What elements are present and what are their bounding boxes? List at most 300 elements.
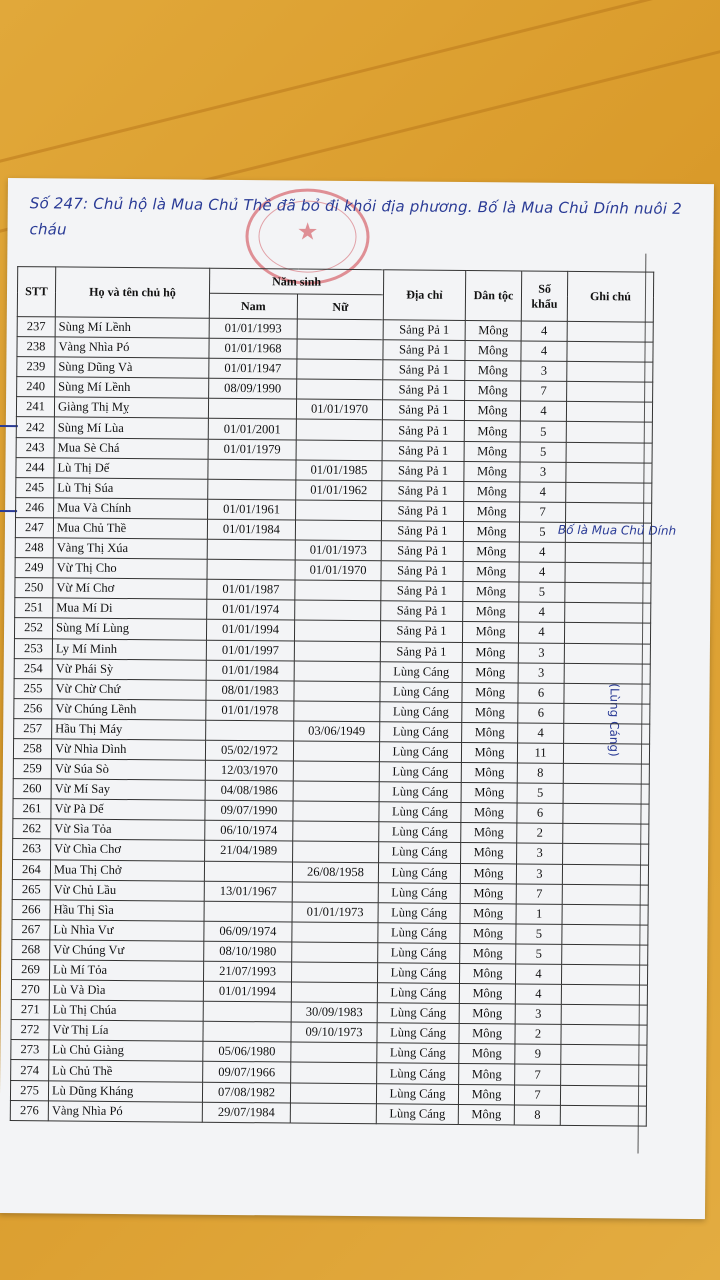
row-stt: 265 bbox=[12, 879, 50, 899]
row-name: Lù Mí Tỏa bbox=[50, 960, 204, 981]
row-birth-male bbox=[208, 459, 296, 480]
row-name: Mua Và Chính bbox=[54, 498, 208, 519]
row-stt: 271 bbox=[11, 1000, 49, 1020]
row-note bbox=[566, 462, 652, 483]
row-address: Lùng Cáng bbox=[379, 782, 461, 803]
row-address: Sảng Pả 1 bbox=[382, 501, 464, 522]
row-name: Mua Thị Chở bbox=[50, 859, 204, 880]
row-birth-male: 08/01/1983 bbox=[206, 680, 294, 701]
row-members: 3 bbox=[520, 462, 566, 482]
row-stt: 262 bbox=[13, 819, 51, 839]
row-note bbox=[563, 743, 649, 764]
row-members: 4 bbox=[518, 723, 564, 743]
row-birth-male: 05/02/1972 bbox=[205, 740, 293, 761]
row-name: Lù Nhìa Vư bbox=[50, 920, 204, 941]
row-address: Lùng Cáng bbox=[376, 1083, 458, 1104]
row-ethnic: Mông bbox=[464, 441, 520, 462]
row-stt: 273 bbox=[11, 1040, 49, 1060]
row-note bbox=[561, 1065, 647, 1086]
row-stt: 241 bbox=[16, 397, 54, 417]
row-note bbox=[561, 964, 647, 985]
row-members: 4 bbox=[520, 401, 566, 421]
row-ethnic: Mông bbox=[463, 582, 519, 603]
row-members: 8 bbox=[517, 763, 563, 783]
row-birth-male: 04/08/1986 bbox=[205, 780, 293, 801]
row-birth-female bbox=[294, 661, 380, 682]
row-members: 7 bbox=[514, 1085, 560, 1105]
row-ethnic: Mông bbox=[459, 1004, 515, 1025]
row-birth-male: 01/01/1994 bbox=[206, 620, 294, 641]
row-members: 4 bbox=[521, 341, 567, 361]
row-address: Lùng Cáng bbox=[377, 1003, 459, 1024]
row-members: 4 bbox=[515, 984, 561, 1004]
row-address: Sảng Pả 1 bbox=[382, 481, 464, 502]
row-birth-female bbox=[296, 440, 382, 461]
row-address: Lùng Cáng bbox=[378, 882, 460, 903]
row-note bbox=[563, 844, 649, 865]
row-address: Sảng Pả 1 bbox=[381, 521, 463, 542]
row-stt: 256 bbox=[14, 698, 52, 718]
row-stt: 238 bbox=[17, 337, 55, 357]
header-address: Địa chỉ bbox=[383, 270, 465, 321]
row-name: Vừ Chừ Chứ bbox=[52, 679, 206, 700]
row-members: 9 bbox=[515, 1044, 561, 1064]
row-members: 5 bbox=[519, 522, 565, 542]
row-birth-female bbox=[297, 339, 383, 360]
row-ethnic: Mông bbox=[463, 562, 519, 583]
row-birth-female bbox=[290, 1103, 376, 1124]
row-name: Vừ Chìa Chơ bbox=[51, 839, 205, 860]
row-birth-female bbox=[294, 701, 380, 722]
row-members: 3 bbox=[521, 361, 567, 381]
row-name: Ly Mí Minh bbox=[52, 638, 206, 659]
row-address: Lùng Cáng bbox=[380, 722, 462, 743]
row-ethnic: Mông bbox=[459, 1064, 515, 1085]
row-ethnic: Mông bbox=[459, 984, 515, 1005]
row-birth-male: 13/01/1967 bbox=[204, 881, 292, 902]
row-ethnic: Mông bbox=[458, 1104, 514, 1125]
row-stt: 253 bbox=[14, 638, 52, 658]
row-birth-female bbox=[294, 620, 380, 641]
row-birth-male: 09/07/1966 bbox=[203, 1062, 291, 1083]
row-members: 1 bbox=[516, 904, 562, 924]
row-note bbox=[566, 482, 652, 503]
row-name: Sùng Mí Lùa bbox=[54, 417, 208, 438]
row-stt: 269 bbox=[12, 960, 50, 980]
row-name: Sùng Mí Lềnh bbox=[55, 377, 209, 398]
row-birth-male: 01/01/1968 bbox=[209, 338, 297, 359]
handwritten-note: Số 247: Chủ hộ là Mua Chủ Thề đã bỏ đi khỏi địa phương. Bố là Mua Chủ Dính nuôi 2 cháu bbox=[29, 194, 682, 239]
row-note bbox=[565, 603, 651, 624]
document-page bbox=[0, 178, 714, 1219]
row-birth-female bbox=[294, 641, 380, 662]
row-birth-female bbox=[291, 962, 377, 983]
row-birth-female: 03/06/1949 bbox=[294, 721, 380, 742]
row-stt: 249 bbox=[15, 558, 53, 578]
row-stt: 246 bbox=[16, 497, 54, 517]
row-name: Sùng Mí Lùng bbox=[52, 618, 206, 639]
row-ethnic: Mông bbox=[462, 682, 518, 703]
row-name: Vừ Pà Dế bbox=[51, 799, 205, 820]
row-members: 5 bbox=[520, 442, 566, 462]
row-birth-female bbox=[295, 600, 381, 621]
row-address: Lùng Cáng bbox=[380, 681, 462, 702]
row-note bbox=[567, 362, 653, 383]
row-ethnic: Mông bbox=[465, 381, 521, 402]
row-members: 11 bbox=[517, 743, 563, 763]
row-birth-male: 01/01/1994 bbox=[203, 981, 291, 1002]
row-stt: 247 bbox=[15, 518, 53, 538]
row-ethnic: Mông bbox=[460, 863, 516, 884]
row-ethnic: Mông bbox=[461, 843, 517, 864]
row-members: 6 bbox=[517, 803, 563, 823]
row-stt: 266 bbox=[12, 899, 50, 919]
row-ethnic: Mông bbox=[460, 943, 516, 964]
row-stt: 264 bbox=[12, 859, 50, 879]
row-ethnic: Mông bbox=[461, 742, 517, 763]
row-members: 5 bbox=[516, 944, 562, 964]
row-members: 5 bbox=[517, 783, 563, 803]
row-name: Vừ Sìa Tỏa bbox=[51, 819, 205, 840]
row-stt: 268 bbox=[12, 939, 50, 959]
row-members: 4 bbox=[516, 964, 562, 984]
row-ethnic: Mông bbox=[459, 1044, 515, 1065]
row-stt: 244 bbox=[16, 457, 54, 477]
row-birth-female bbox=[291, 1042, 377, 1063]
row-birth-male: 01/01/1979 bbox=[208, 439, 296, 460]
row-name: Vừ Chủ Lầu bbox=[50, 880, 204, 901]
row-birth-female bbox=[293, 841, 379, 862]
row-note bbox=[562, 924, 648, 945]
row-stt: 270 bbox=[11, 980, 49, 1000]
row-members: 2 bbox=[515, 1024, 561, 1044]
row-address: Sảng Pả 1 bbox=[382, 400, 464, 421]
row-note bbox=[565, 542, 651, 563]
row-birth-female bbox=[290, 1083, 376, 1104]
row-name: Vừ Chúng Vư bbox=[50, 940, 204, 961]
row-stt: 267 bbox=[12, 919, 50, 939]
row-birth-female bbox=[292, 942, 378, 963]
row-note bbox=[563, 804, 649, 825]
row-stt: 245 bbox=[16, 477, 54, 497]
row-address: Lùng Cáng bbox=[378, 963, 460, 984]
row-members: 7 bbox=[515, 1064, 561, 1084]
row-birth-male: 01/01/1974 bbox=[207, 600, 295, 621]
row-ethnic: Mông bbox=[462, 622, 518, 643]
row-note bbox=[564, 663, 650, 684]
row-name: Lù Chủ Thề bbox=[49, 1060, 203, 1081]
row-birth-female: 01/01/1985 bbox=[296, 460, 382, 481]
row-note bbox=[564, 703, 650, 724]
row-stt: 276 bbox=[10, 1100, 48, 1120]
row-name: Sùng Mí Lềnh bbox=[55, 317, 209, 338]
row-ethnic: Mông bbox=[464, 401, 520, 422]
row-ethnic: Mông bbox=[464, 461, 520, 482]
row-birth-female bbox=[294, 681, 380, 702]
row-ethnic: Mông bbox=[465, 361, 521, 382]
row-ethnic: Mông bbox=[461, 823, 517, 844]
header-birth-year: Năm sinh bbox=[210, 268, 384, 295]
row-birth-female bbox=[292, 922, 378, 943]
row-birth-male: 06/10/1974 bbox=[205, 821, 293, 842]
row-note bbox=[566, 502, 652, 523]
row-birth-female bbox=[296, 500, 382, 521]
row-note bbox=[564, 723, 650, 744]
row-note bbox=[563, 763, 649, 784]
row-birth-female: 01/01/1962 bbox=[296, 480, 382, 501]
header-members: Số khẩu bbox=[521, 271, 567, 321]
row-birth-female bbox=[293, 801, 379, 822]
row-address: Lùng Cáng bbox=[377, 1063, 459, 1084]
row-ethnic: Mông bbox=[462, 662, 518, 683]
row-note bbox=[561, 1005, 647, 1026]
row-note bbox=[560, 1105, 646, 1126]
row-name: Vừ Thị Lía bbox=[49, 1020, 203, 1041]
row-ethnic: Mông bbox=[460, 963, 516, 984]
row-ethnic: Mông bbox=[465, 320, 521, 341]
row-address: Lùng Cáng bbox=[378, 923, 460, 944]
table-body bbox=[10, 317, 653, 1126]
row-note bbox=[563, 784, 649, 805]
header-name: Họ và tên chủ hộ bbox=[55, 267, 209, 318]
row-note bbox=[561, 984, 647, 1005]
row-address: Sảng Pả 1 bbox=[381, 541, 463, 562]
row-address: Lùng Cáng bbox=[379, 742, 461, 763]
row-stt: 257 bbox=[14, 718, 52, 738]
row-stt: 243 bbox=[16, 437, 54, 457]
row-name: Mua Mí Di bbox=[53, 598, 207, 619]
row-address: Sảng Pả 1 bbox=[381, 601, 463, 622]
row-ethnic: Mông bbox=[464, 501, 520, 522]
row-birth-male: 08/09/1990 bbox=[209, 379, 297, 400]
row-birth-male: 21/04/1989 bbox=[205, 841, 293, 862]
row-stt: 272 bbox=[11, 1020, 49, 1040]
row-birth-female: 01/01/1973 bbox=[292, 902, 378, 923]
row-members: 4 bbox=[519, 542, 565, 562]
row-stt: 263 bbox=[13, 839, 51, 859]
row-name: Vừ Chúng Lềnh bbox=[52, 699, 206, 720]
row-note bbox=[567, 341, 653, 362]
row-name: Giàng Thị Mỵ bbox=[54, 397, 208, 418]
row-stt: 252 bbox=[14, 618, 52, 638]
row-ethnic: Mông bbox=[462, 702, 518, 723]
row-note bbox=[567, 321, 653, 342]
row-stt: 255 bbox=[14, 678, 52, 698]
row-note bbox=[564, 683, 650, 704]
row-birth-female bbox=[291, 1062, 377, 1083]
row-birth-male bbox=[204, 861, 292, 882]
row-ethnic: Mông bbox=[462, 642, 518, 663]
row-members: 7 bbox=[516, 884, 562, 904]
row-birth-male: 01/01/1993 bbox=[209, 318, 297, 339]
row-note bbox=[564, 623, 650, 644]
row-note bbox=[562, 884, 648, 905]
row-birth-female: 09/10/1973 bbox=[291, 1022, 377, 1043]
row-birth-female: 01/01/1973 bbox=[295, 540, 381, 561]
row-name: Vừ Thị Cho bbox=[53, 558, 207, 579]
row-members: 5 bbox=[520, 421, 566, 441]
row-stt: 239 bbox=[17, 357, 55, 377]
row-birth-female: 26/08/1958 bbox=[292, 862, 378, 883]
row-birth-female bbox=[293, 761, 379, 782]
row-birth-male bbox=[204, 901, 292, 922]
row-ethnic: Mông bbox=[461, 783, 517, 804]
row-birth-male: 08/10/1980 bbox=[204, 941, 292, 962]
row-note bbox=[562, 904, 648, 925]
row-birth-female bbox=[292, 882, 378, 903]
row-note bbox=[562, 864, 648, 885]
row-birth-male: 01/01/1984 bbox=[207, 519, 295, 540]
row-birth-male: 01/01/2001 bbox=[208, 419, 296, 440]
row-note bbox=[566, 422, 652, 443]
table-row bbox=[10, 1100, 646, 1126]
row-birth-male bbox=[208, 399, 296, 420]
row-note bbox=[562, 944, 648, 965]
row-birth-female: 30/09/1983 bbox=[291, 1002, 377, 1023]
row-ethnic: Mông bbox=[461, 763, 517, 784]
row-address: Sảng Pả 1 bbox=[383, 360, 465, 381]
row-stt: 251 bbox=[15, 598, 53, 618]
row-address: Lùng Cáng bbox=[378, 943, 460, 964]
row-members: 5 bbox=[519, 582, 565, 602]
row-birth-male: 01/01/1984 bbox=[206, 660, 294, 681]
row-address: Lùng Cáng bbox=[379, 802, 461, 823]
row-members: 7 bbox=[521, 381, 567, 401]
row-address: Sảng Pả 1 bbox=[383, 320, 465, 341]
row-address: Sảng Pả 1 bbox=[383, 340, 465, 361]
row-birth-male: 06/09/1974 bbox=[204, 921, 292, 942]
row-birth-male: 05/06/1980 bbox=[203, 1042, 291, 1063]
row-address: Sảng Pả 1 bbox=[382, 440, 464, 461]
row-members: 7 bbox=[520, 502, 566, 522]
row-note bbox=[561, 1025, 647, 1046]
row-birth-female bbox=[296, 419, 382, 440]
row-ethnic: Mông bbox=[464, 481, 520, 502]
row-note bbox=[565, 522, 651, 543]
row-ethnic: Mông bbox=[463, 521, 519, 542]
row-members: 4 bbox=[519, 562, 565, 582]
row-name: Hầu Thị Máy bbox=[52, 719, 206, 740]
row-name: Lù Chủ Giàng bbox=[49, 1040, 203, 1061]
row-stt: 240 bbox=[17, 377, 55, 397]
row-birth-male: 01/01/1947 bbox=[209, 358, 297, 379]
row-address: Sảng Pả 1 bbox=[380, 641, 462, 662]
row-address: Sảng Pả 1 bbox=[381, 581, 463, 602]
row-stt: 254 bbox=[14, 658, 52, 678]
row-address: Lùng Cáng bbox=[378, 902, 460, 923]
row-stt: 237 bbox=[17, 317, 55, 337]
row-stt: 250 bbox=[15, 578, 53, 598]
header-note: Ghi chú bbox=[567, 271, 653, 322]
row-name: Lù Thị Súa bbox=[54, 478, 208, 499]
row-stt: 259 bbox=[13, 759, 51, 779]
row-birth-male bbox=[208, 479, 296, 500]
row-ethnic: Mông bbox=[460, 883, 516, 904]
row-address: Sảng Pả 1 bbox=[380, 621, 462, 642]
row-birth-male bbox=[207, 539, 295, 560]
row-address: Sảng Pả 1 bbox=[382, 460, 464, 481]
row-stt: 248 bbox=[15, 538, 53, 558]
row-address: Lùng Cáng bbox=[379, 822, 461, 843]
row-birth-female bbox=[291, 982, 377, 1003]
row-name: Vừ Mí Chơ bbox=[53, 578, 207, 599]
row-note bbox=[560, 1085, 646, 1106]
row-members: 5 bbox=[516, 924, 562, 944]
row-stt: 258 bbox=[13, 739, 51, 759]
row-members: 2 bbox=[517, 823, 563, 843]
header-male: Nam bbox=[209, 293, 297, 319]
row-stt: 275 bbox=[10, 1080, 48, 1100]
row-stt: 260 bbox=[13, 779, 51, 799]
row-address: Lùng Cáng bbox=[378, 862, 460, 883]
row-birth-male: 09/07/1990 bbox=[205, 800, 293, 821]
row-stt: 261 bbox=[13, 799, 51, 819]
household-register-table bbox=[10, 266, 654, 1126]
row-birth-male bbox=[206, 720, 294, 741]
wood-grain bbox=[0, 0, 720, 172]
row-ethnic: Mông bbox=[458, 1084, 514, 1105]
row-stt: 242 bbox=[16, 417, 54, 437]
row-members: 4 bbox=[520, 482, 566, 502]
row-address: Lùng Cáng bbox=[379, 842, 461, 863]
row-birth-female bbox=[295, 520, 381, 541]
row-birth-male: 01/01/1987 bbox=[207, 579, 295, 600]
row-members: 4 bbox=[519, 602, 565, 622]
row-ethnic: Mông bbox=[460, 903, 516, 924]
row-members: 4 bbox=[518, 622, 564, 642]
official-seal: ★ bbox=[245, 188, 370, 285]
row-birth-male: 07/08/1982 bbox=[202, 1082, 290, 1103]
row-birth-female bbox=[295, 580, 381, 601]
row-birth-male: 01/01/1961 bbox=[208, 499, 296, 520]
row-birth-male: 01/01/1997 bbox=[206, 640, 294, 661]
row-ethnic: Mông bbox=[464, 421, 520, 442]
row-note bbox=[565, 583, 651, 604]
header-stt: STT bbox=[17, 267, 55, 317]
row-name: Sùng Dũng Và bbox=[55, 357, 209, 378]
row-address: Lùng Cáng bbox=[377, 983, 459, 1004]
row-birth-female bbox=[297, 359, 383, 380]
row-name: Vàng Nhìa Pó bbox=[55, 337, 209, 358]
row-address: Lùng Cáng bbox=[377, 1043, 459, 1064]
row-members: 3 bbox=[517, 843, 563, 863]
row-ethnic: Mông bbox=[465, 341, 521, 362]
row-birth-male: 01/01/1978 bbox=[206, 700, 294, 721]
row-birth-female bbox=[293, 781, 379, 802]
row-birth-male: 21/07/1993 bbox=[203, 961, 291, 982]
row-note bbox=[566, 442, 652, 463]
header-female: Nữ bbox=[297, 294, 383, 320]
row-birth-female: 01/01/1970 bbox=[296, 399, 382, 420]
row-birth-female bbox=[297, 319, 383, 340]
row-birth-male bbox=[203, 1001, 291, 1022]
row-name: Lù Dũng Kháng bbox=[48, 1080, 202, 1101]
row-ethnic: Mông bbox=[459, 1024, 515, 1045]
row-members: 6 bbox=[518, 683, 564, 703]
row-members: 3 bbox=[516, 863, 562, 883]
row-members: 4 bbox=[521, 321, 567, 341]
row-members: 8 bbox=[514, 1105, 560, 1125]
row-address: Lùng Cáng bbox=[376, 1103, 458, 1124]
row-note bbox=[563, 824, 649, 845]
row-note bbox=[565, 563, 651, 584]
row-birth-female bbox=[293, 741, 379, 762]
row-members: 3 bbox=[515, 1004, 561, 1024]
row-members: 6 bbox=[518, 703, 564, 723]
row-name: Lù Thị Dế bbox=[54, 458, 208, 479]
row-birth-male bbox=[203, 1022, 291, 1043]
row-birth-male: 29/07/1984 bbox=[202, 1102, 290, 1123]
